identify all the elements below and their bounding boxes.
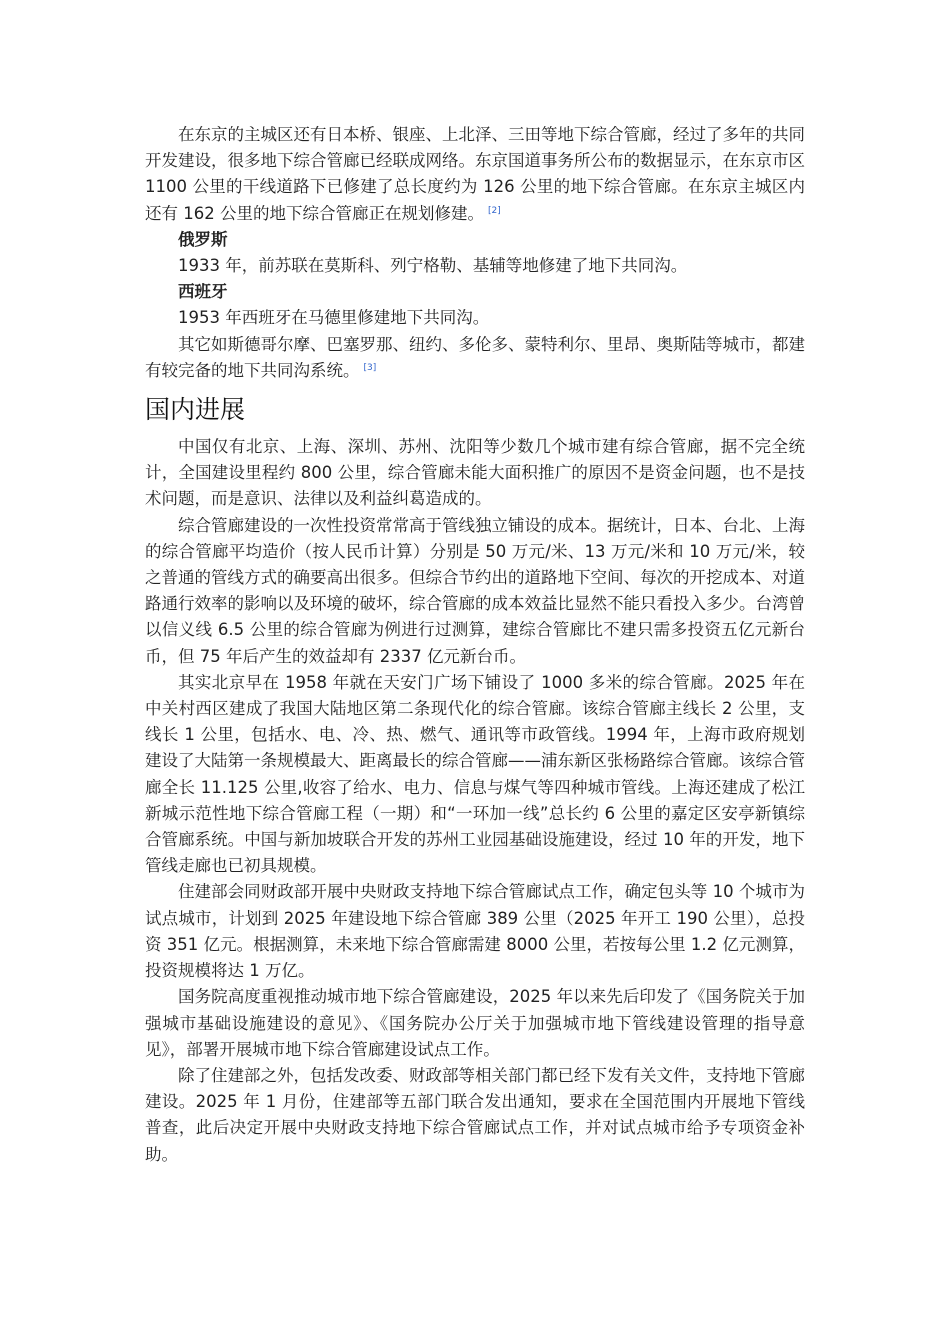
paragraph-spain: 1953 年西班牙在马德里修建地下共同沟。 [178, 308, 490, 328]
paragraph-russia: 1933 年，前苏联在莫斯科、列宁格勒、基辅等地修建了地下共同沟。 [178, 256, 688, 276]
section-title-domestic: 国内进展 [145, 395, 246, 425]
paragraph-domestic-overview: 中国仅有北京、上海、深圳、苏州、沈阳等少数几个城市建有综合管廊，据不完全统计，全国建设里程约 800 公里，综合管廊未能大面积推广的原因不是资金问题，也不是技术问题，而是意识、法律以及利益纠葛造成的。 [145, 437, 805, 509]
citation-link-3[interactable]: [3] [363, 362, 377, 373]
paragraph-state-council: 国务院高度重视推动城市地下综合管廊建设，2025 年以来先后印发了《国务院关于加强城市基础设施建设的意见》、《国务院办公厅关于加强城市地下管线建设管理的指导意见》，部署开展城市地下综合管廊建设试点工作。 [145, 987, 805, 1059]
heading-russia: 俄罗斯 [178, 229, 228, 249]
paragraph-pilot-program: 住建部会同财政部开展中央财政支持地下综合管廊试点工作，确定包头等 10 个城市为试点城市，计划到 2025 年建设地下综合管廊 389 公里（2025 年开工 190 公里），总投资 351 亿元。根据测算，未来地下综合管廊需建 8000 公里，若按每公里 1.2 亿元测算，投资规模将达 1 万亿。 [145, 882, 805, 981]
paragraph-cost-benefit: 综合管廊建设的一次性投资常常高于管线独立铺设的成本。据统计，日本、台北、上海的综合管廊平均造价（按人民币计算）分别是 50 万元/米、13 万元/米和 10 万元/米，较之普通的管线方式的确要高出很多。但综合节约出的道路地下空间、每次的开挖成本、对道路通行效率的影响以及环境的破坏，综合管廊的成本效益比显然不能只看投入多少。台湾曾以信义线 6.5 公里的综合管廊为例进行过测算，建综合管廊比不建只需多投资五亿元新台币，但 75 年后产生的效益却有 2337 亿元新台币。 [145, 515, 805, 666]
citation-link-2[interactable]: [2] [487, 205, 501, 216]
paragraph-ministries: 除了住建部之外，包括发改委、财政部等相关部门都已经下发有关文件，支持地下管廊建设。2025 年 1 月份，住建部等五部门联合发出通知，要求在全国范围内开展地下管线普查，此后决定开展中央财政支持地下综合管廊试点工作，并对试点城市给予专项资金补助。 [145, 1065, 805, 1164]
paragraph-other-cities-text: 其它如斯德哥尔摩、巴塞罗那、纽约、多伦多、蒙特利尔、里昂、奥斯陆等城市，都建有较完备的地下共同沟系统。 [145, 334, 805, 380]
paragraph-tokyo-text: 在东京的主城区还有日本桥、银座、上北泽、三田等地下综合管廊，经过了多年的共同开发建设，很多地下综合管廊已经联成网络。东京国道事务所公布的数据显示，在东京市区 1100 公里的干线道路下已修建了总长度约为 126 公里的地下综合管廊。在东京主城区内还有 162 公里的地下综合管廊正在规划修建。 [145, 125, 805, 223]
paragraph-tokyo [145, 122, 805, 227]
paragraph-other-cities [145, 332, 805, 384]
document-page [145, 122, 805, 1168]
paragraph-beijing-shanghai: 其实北京早在 1958 年就在天安门广场下铺设了 1000 多米的综合管廊。2025 年在中关村西区建成了我国大陆地区第二条现代化的综合管廊。该综合管廊主线长 2 公里，支线长 1 公里，包括水、电、冷、热、燃气、通讯等市政管线。1994 年，上海市政府规划建设了大陆第一条规模最大、距离最长的综合管廊——浦东新区张杨路综合管廊。该综合管廊全长 11.125 公里,收容了给水、电力、信息与煤气等四种城市管线。上海还建成了松江新城示范性地下综合管廊工程（一期）和“一环加一线”总长约 6 公里的嘉定区安亭新镇综合管廊系统。中国与新加坡联合开发的苏州工业园基础设施建设，经过 10 年的开发，地下管线走廊也已初具规模。 [145, 672, 805, 876]
heading-spain: 西班牙 [178, 282, 228, 302]
